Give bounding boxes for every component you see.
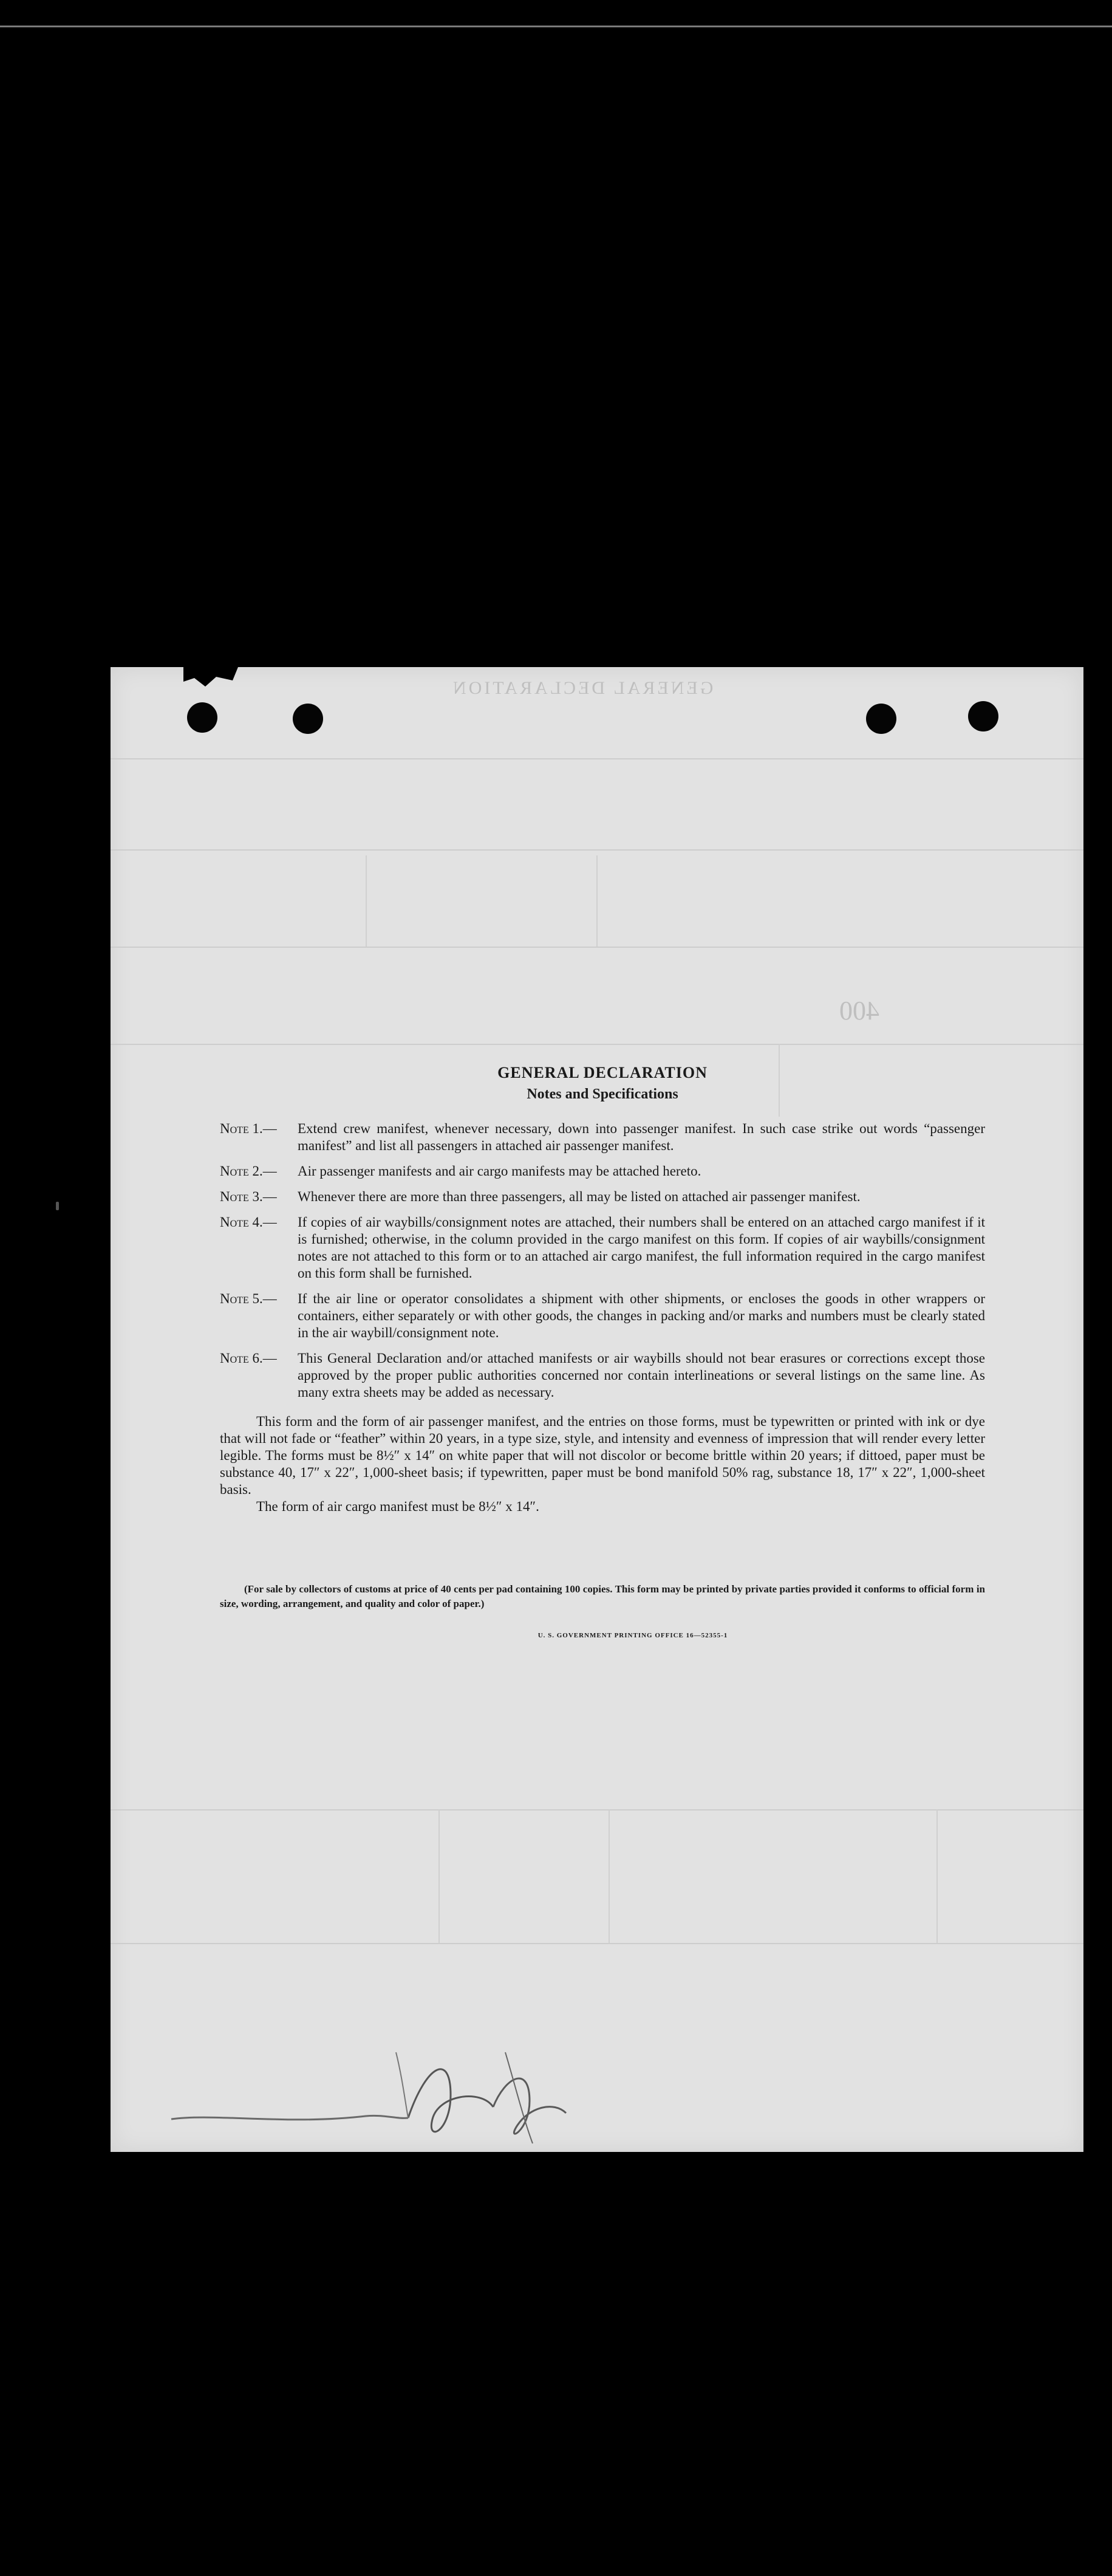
bleed-through-column [438, 1809, 440, 1943]
note-label: Note 3.— [220, 1189, 277, 1204]
bleed-through-rule [111, 947, 1083, 948]
note-text: This General Declaration and/or attached manifests or air waybills should not bear erasures or corrections except those approved by the proper public authorities concerned nor contain interlineations or several listings on the same line. As many extra sheets may be added as necessary. [298, 1351, 985, 1400]
punch-hole-3 [866, 704, 896, 734]
document-subtitle: Notes and Specifications [527, 1086, 678, 1102]
note-label: Note 5.— [220, 1291, 277, 1306]
cargo-manifest-size-line: The form of air cargo manifest must be 8½″ x 14″. [256, 1499, 539, 1514]
note-label: Note 1.— [220, 1121, 277, 1136]
note-text: Extend crew manifest, whenever necessary, down into passenger manifest. In such case strike out words “passenger manifest” and list all passengers in attached air passenger manifest. [298, 1121, 985, 1153]
note-4 [220, 1214, 985, 1282]
note-2 [220, 1163, 985, 1180]
note-label: Note 4.— [220, 1214, 277, 1230]
note-3 [220, 1188, 985, 1205]
bleed-through-rule [111, 849, 1083, 851]
bleed-through-column [366, 855, 367, 947]
sale-notice: (For sale by collectors of customs at price of 40 cents per pad containing 100 copies. This form may be printed by private parties provided it conforms to official form in size, wording, arrangement, and quality and color of paper.) [220, 1583, 985, 1609]
torn-corner [183, 667, 238, 691]
specification-paragraph: This form and the form of air passenger manifest, and the entries on those forms, must be typewritten or printed with ink or dye that will not fade or “feather” within 20 years, in a type size, style, and intensity and evenness of impression that will render every letter legible. The forms must be 8½″ x 14″ on white paper that will not discolor or become brittle within 20 years; if dittoed, paper must be substance 40, 17″ x 22″, 1,000-sheet basis; if typewritten, paper must be bond manifold 50% rag, substance 18, 17″ x 22″, 1,000-sheet basis. [220, 1414, 985, 1497]
scan-artifact [56, 1202, 59, 1210]
punch-hole-4 [968, 701, 998, 731]
bleed-through-rule [111, 758, 1083, 759]
document-title: GENERAL DECLARATION [497, 1064, 708, 1081]
note-1 [220, 1120, 985, 1154]
note-text: If the air line or operator consolidates a shipment with other shipments, or encloses the goods in other wrappers or containers, either separately or with other goods, the changes in packing and/or marks and numbers must be clearly stated in the air waybill/consignment note. [298, 1291, 985, 1340]
punch-hole-1 [187, 702, 217, 733]
printer-imprint: U. S. GOVERNMENT PRINTING OFFICE 16—52355-1 [537, 1632, 728, 1639]
bleed-through-column [609, 1809, 610, 1943]
scanner-edge-line [0, 26, 1112, 27]
bleed-through-rule [111, 1044, 1083, 1045]
bleed-through-column [936, 1809, 938, 1943]
note-label: Note 6.— [220, 1351, 277, 1366]
punch-hole-2 [293, 704, 323, 734]
bleed-through-column [596, 855, 598, 947]
note-5 [220, 1290, 985, 1341]
notes-section [220, 1063, 985, 1639]
bleed-through-rule [111, 1943, 1083, 1944]
note-text: Whenever there are more than three passengers, all may be listed on attached air passenger manifest. [298, 1189, 861, 1204]
document-page [111, 667, 1083, 2152]
note-label: Note 2.— [220, 1163, 277, 1179]
handwritten-signature [165, 2028, 627, 2150]
note-text: Air passenger manifests and air cargo manifests may be attached hereto. [298, 1163, 701, 1179]
bleed-through-header: GENERAL DECLARATION [451, 678, 714, 698]
note-text: If copies of air waybills/consignment notes are attached, their numbers shall be entered on an attached cargo manifest if it is furnished; otherwise, in the column provided in the cargo manifest on this form. If copies of air waybills/consignment notes are not attached to this form or to an attached air cargo manifest, the full information required in the cargo manifest on this form shall be furnished. [298, 1214, 985, 1281]
note-6 [220, 1350, 985, 1401]
bleed-through-number: 400 [839, 996, 879, 1026]
